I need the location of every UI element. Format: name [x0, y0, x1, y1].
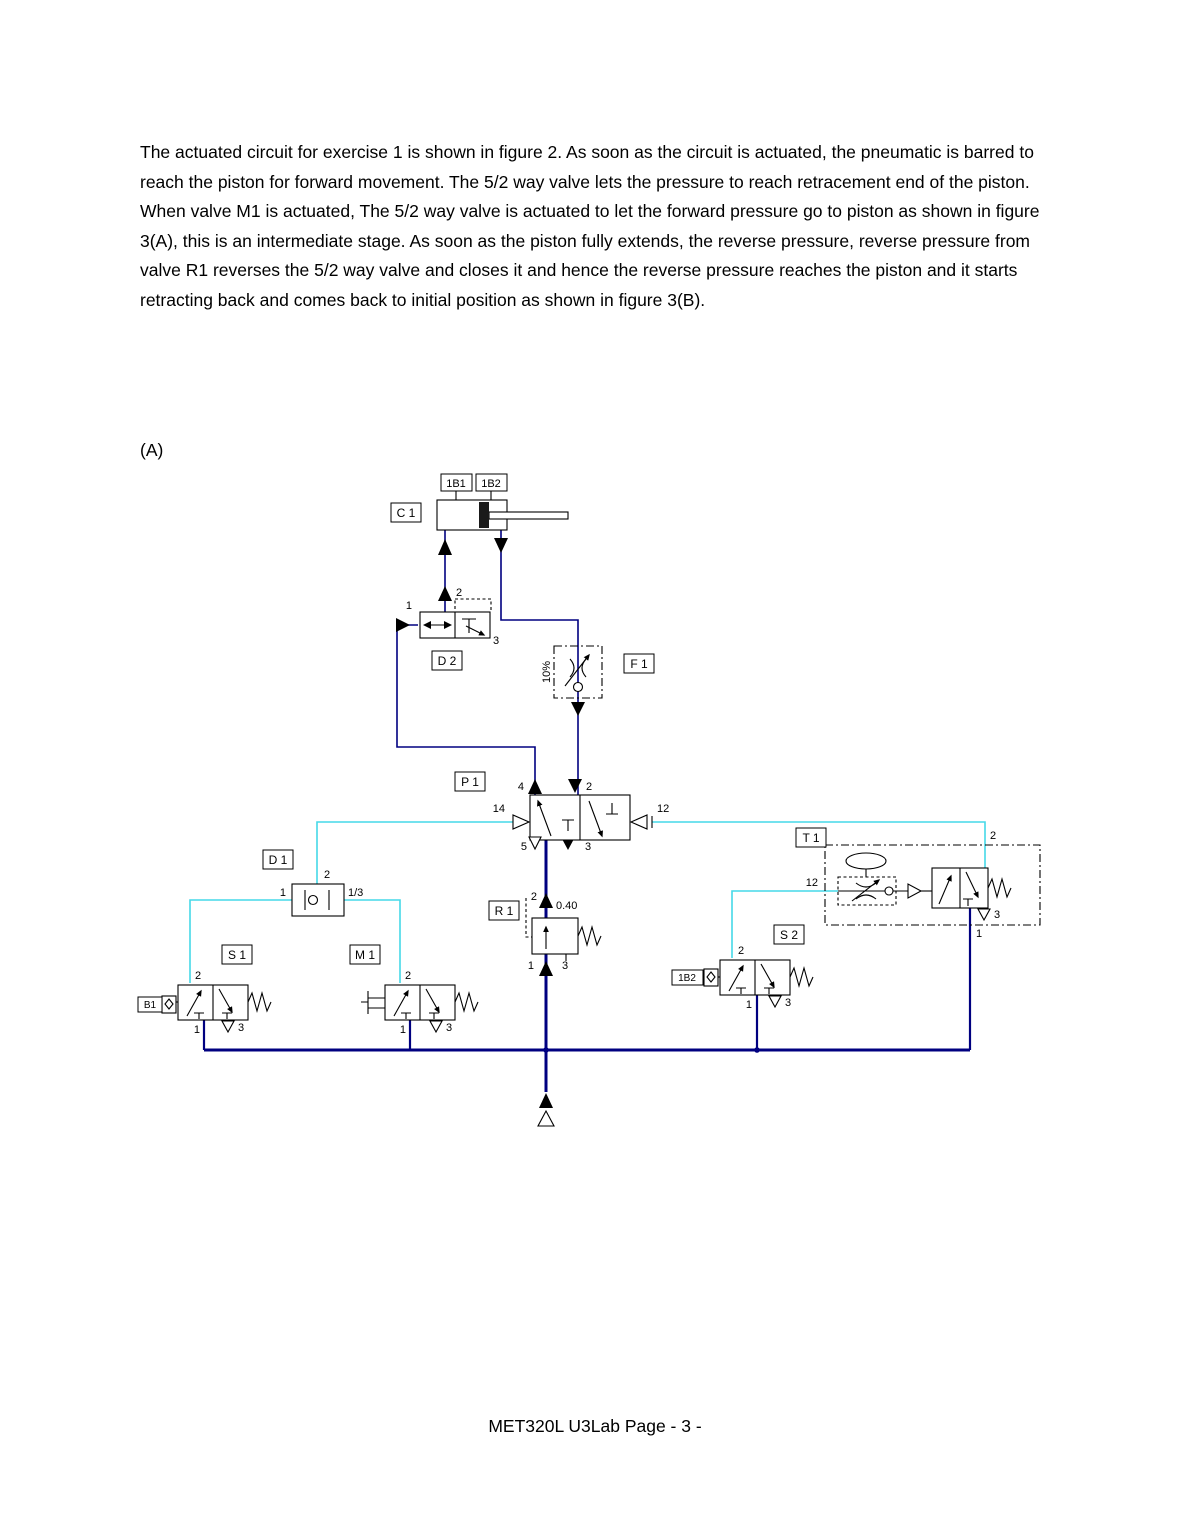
label-c1 — [391, 503, 421, 522]
paragraph-2: When valve M1 is actuated, The 5/2 way valve is actuated to let the forward pressure go to piston as shown in figure 3(A), this is an intermediate stage. As soon as the piston fully extends, the reverse pressure, reverse pressure from valve R1 reverses the 5/2 way valve and closes it and hence the reverse pressure reaches the piston and it starts retracting back and comes back to initial position as shown in figure 3(B). — [140, 201, 1040, 310]
component-labels — [138, 474, 826, 1012]
svg-text:1: 1 — [399, 1024, 406, 1036]
timer-t1 — [825, 845, 1040, 925]
svg-text:D 2: D 2 — [437, 654, 457, 668]
label-d1 — [263, 850, 293, 869]
svg-text:12: 12 — [805, 877, 818, 889]
label-1b2-actuator — [672, 970, 703, 985]
valve-s1 — [162, 985, 271, 1032]
f1-setting: 10% — [541, 660, 553, 684]
svg-text:1B2: 1B2 — [678, 973, 696, 984]
svg-text:2: 2 — [195, 970, 202, 982]
svg-text:T 1: T 1 — [802, 831, 820, 845]
svg-text:2: 2 — [324, 869, 331, 881]
label-p1 — [455, 772, 485, 791]
svg-text:1B1: 1B1 — [446, 478, 466, 490]
valve-m1 — [361, 985, 478, 1032]
svg-text:1: 1 — [279, 887, 286, 899]
svg-text:1: 1 — [976, 928, 983, 940]
air-supply — [538, 1111, 554, 1126]
figure-label: (A) — [140, 440, 164, 460]
svg-text:2: 2 — [586, 781, 593, 793]
valve-d2 — [420, 599, 491, 638]
svg-text:C 1: C 1 — [396, 506, 416, 520]
label-sensor-1b1 — [441, 474, 472, 491]
svg-text:3: 3 — [562, 960, 569, 972]
svg-text:3: 3 — [493, 635, 500, 647]
svg-text:2: 2 — [990, 830, 997, 842]
svg-text:5: 5 — [520, 841, 527, 853]
svg-text:1: 1 — [405, 600, 412, 612]
svg-text:1: 1 — [193, 1024, 200, 1036]
svg-text:3: 3 — [446, 1022, 453, 1034]
svg-text:2: 2 — [456, 587, 463, 599]
svg-text:3: 3 — [994, 909, 1001, 921]
svg-text:3: 3 — [238, 1022, 245, 1034]
label-f1 — [624, 654, 654, 673]
valve-p1 — [513, 795, 652, 849]
label-s2 — [774, 925, 804, 944]
svg-text:1B2: 1B2 — [481, 478, 501, 490]
valve-s2 — [704, 960, 813, 1007]
label-b1 — [138, 997, 162, 1012]
label-s1 — [222, 945, 252, 964]
svg-text:1/3: 1/3 — [348, 887, 364, 899]
svg-text:D 1: D 1 — [268, 853, 288, 867]
label-d2 — [432, 651, 462, 670]
label-sensor-1b2 — [476, 474, 507, 491]
cylinder-c1 — [437, 491, 568, 530]
svg-text:S 1: S 1 — [227, 948, 247, 962]
svg-text:2: 2 — [738, 945, 745, 957]
label-r1 — [489, 901, 519, 920]
page-footer: MET320L U3Lab Page - 3 - — [488, 1416, 702, 1436]
svg-text:1: 1 — [527, 960, 534, 972]
label-m1 — [350, 945, 380, 964]
svg-text:M 1: M 1 — [354, 948, 376, 962]
svg-text:0.40: 0.40 — [556, 900, 578, 912]
svg-text:14: 14 — [492, 803, 505, 815]
label-t1 — [796, 828, 826, 847]
flow-control-f1 — [541, 646, 602, 698]
svg-text:B1: B1 — [143, 1000, 157, 1011]
svg-text:4: 4 — [517, 781, 524, 793]
paragraph-1: The actuated circuit for exercise 1 is shown in figure 2. As soon as the circuit is actuated, the pneumatic is barred to reach the piston for forward movement. The 5/2 way valve lets the pressure to reach retracement end of the piston. — [140, 142, 1034, 192]
svg-text:R 1: R 1 — [494, 904, 514, 918]
shuttle-valve-d1 — [292, 884, 344, 916]
svg-text:12: 12 — [657, 803, 670, 815]
svg-text:F 1: F 1 — [630, 657, 648, 671]
svg-text:1: 1 — [745, 999, 752, 1011]
svg-text:2: 2 — [405, 970, 412, 982]
svg-text:3: 3 — [785, 997, 792, 1009]
svg-text:S 2: S 2 — [779, 928, 799, 942]
svg-text:3: 3 — [585, 841, 592, 853]
svg-text:P 1: P 1 — [461, 775, 479, 789]
svg-text:2: 2 — [530, 891, 537, 903]
